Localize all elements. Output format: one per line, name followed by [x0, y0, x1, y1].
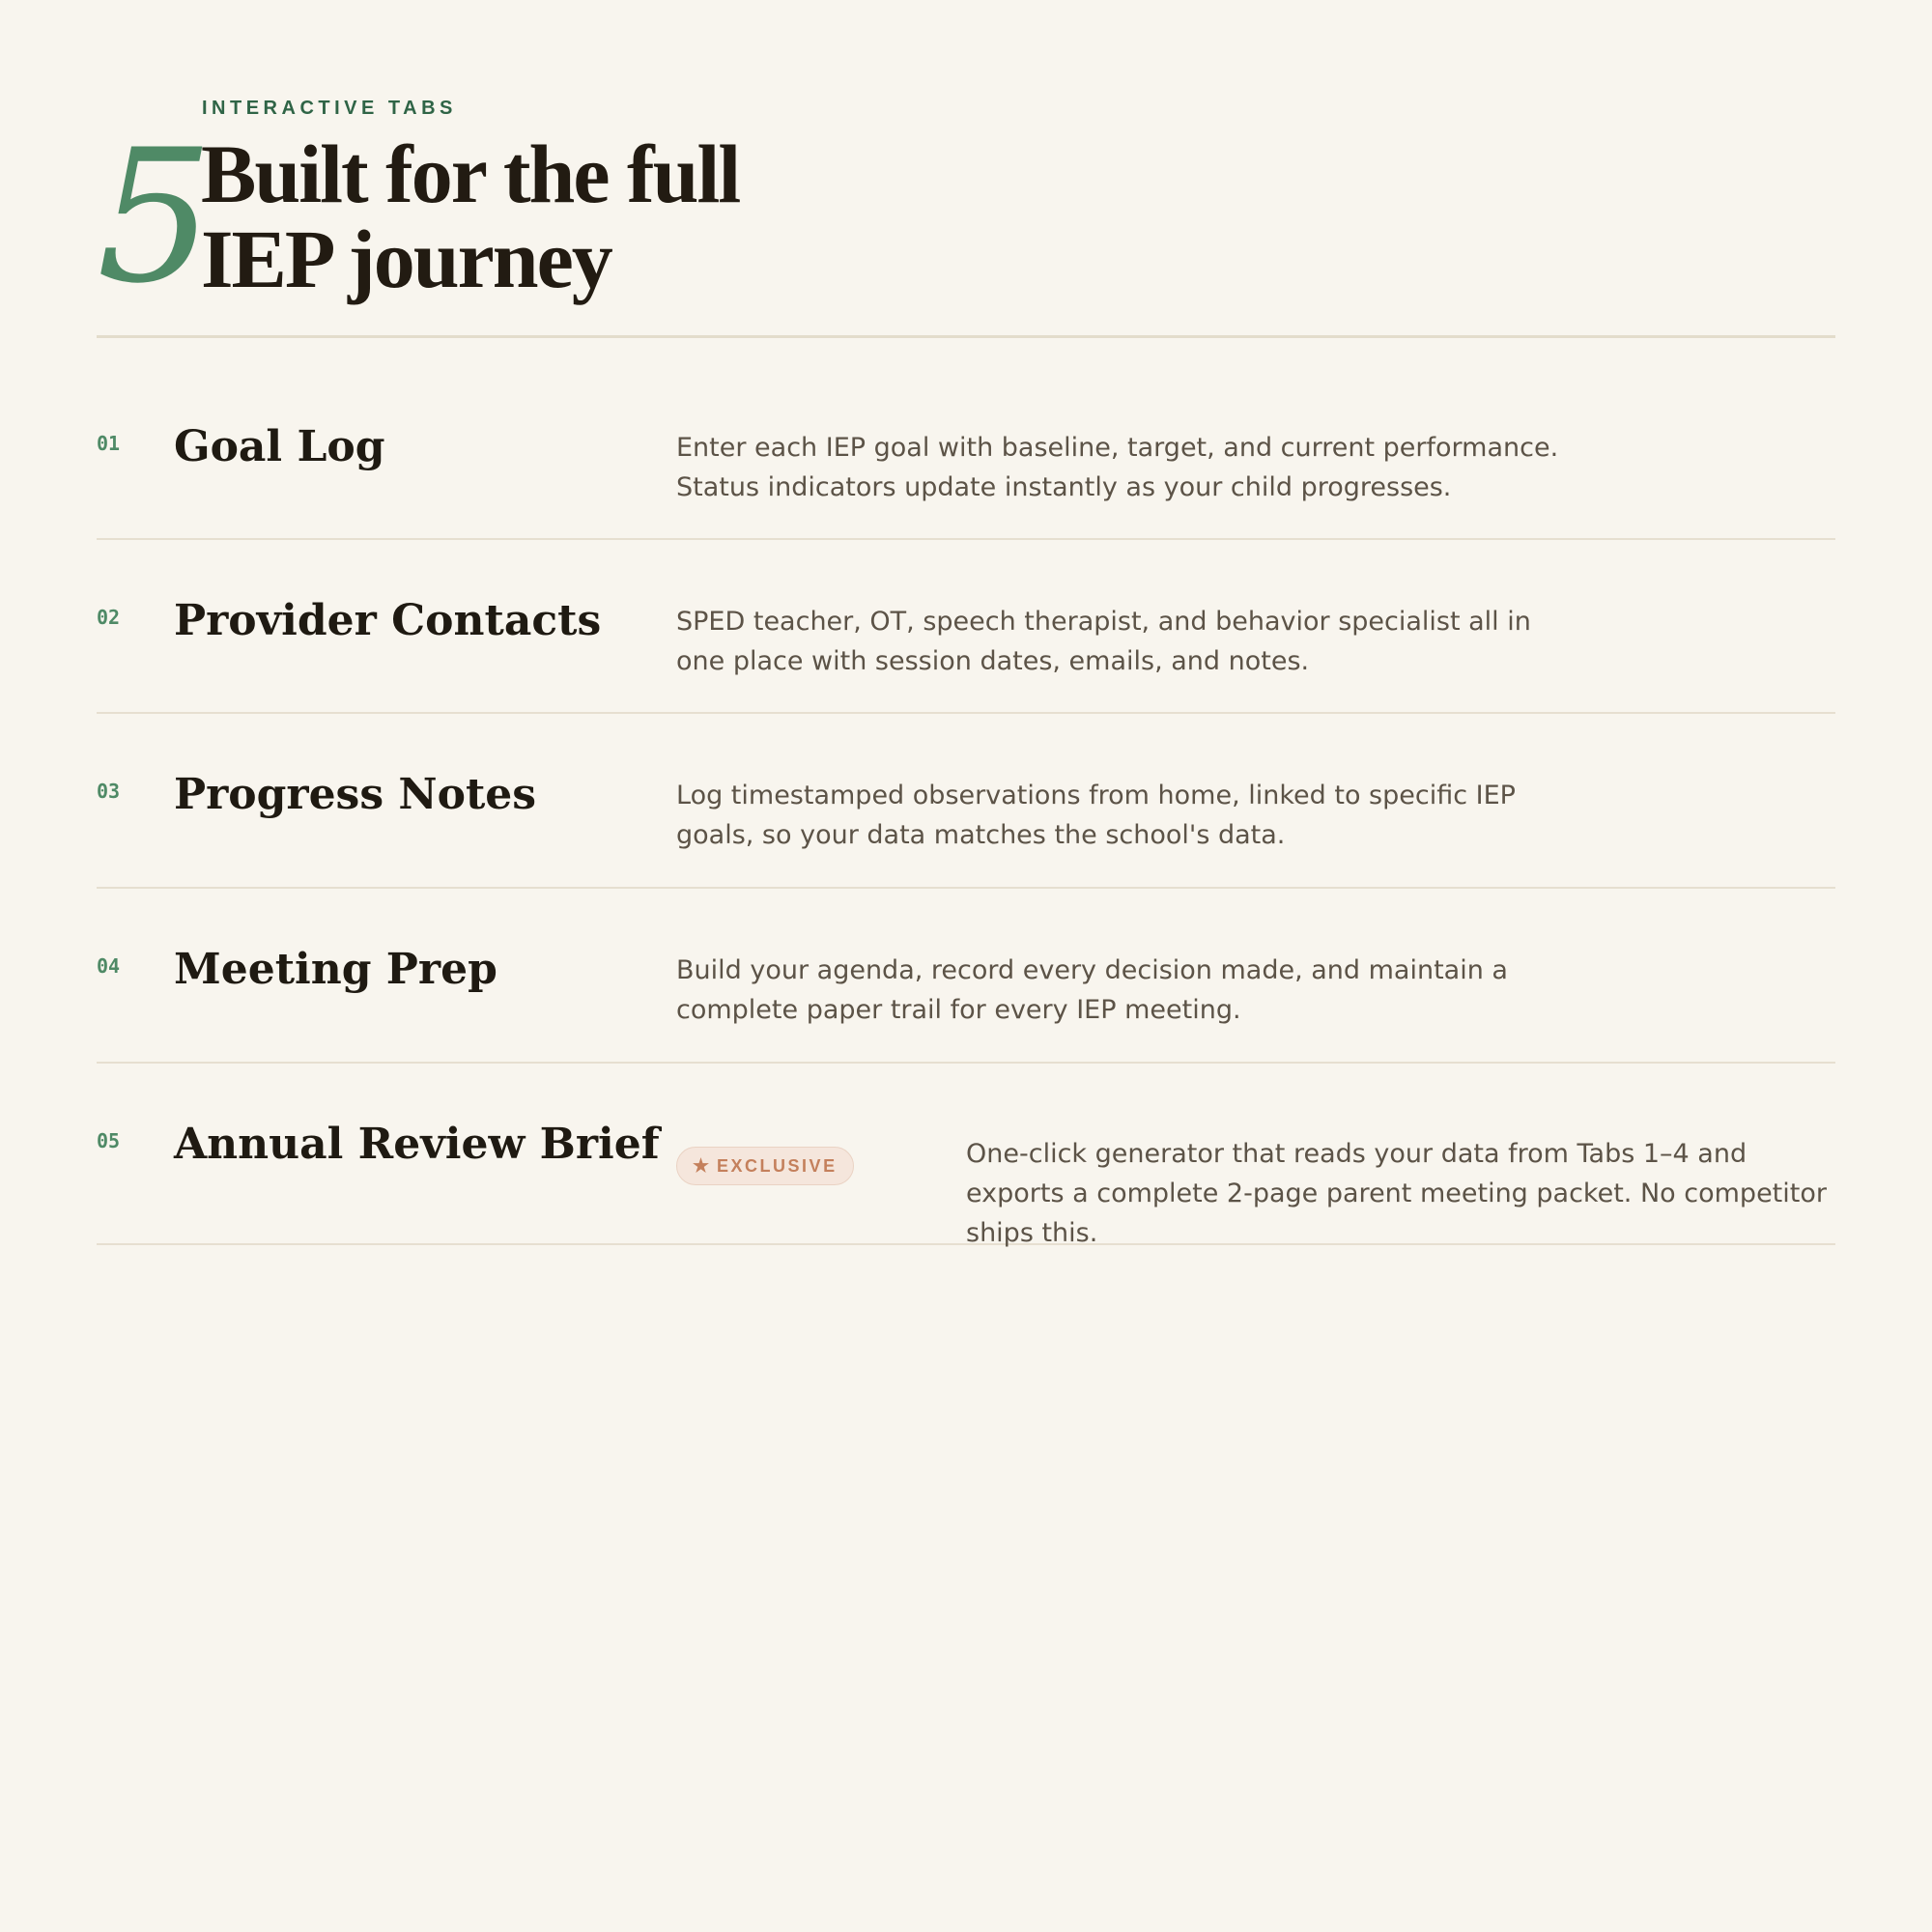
- eyebrow-label: INTERACTIVE TABS: [202, 98, 457, 119]
- feature-row-goal-log: [97, 335, 1835, 540]
- feature-row-provider-contacts: [97, 538, 1835, 714]
- feature-title: Annual Review Brief: [174, 1120, 660, 1169]
- feature-title: Provider Contacts: [174, 596, 602, 645]
- section-title: [201, 128, 740, 305]
- feature-description: Log timestamped observations from home, linked to specific IEP goals, so your data matches the school's data.: [676, 781, 1516, 850]
- section-title-line-2: IEP journey: [201, 213, 611, 305]
- feature-number: 02: [97, 606, 121, 629]
- feature-number: 05: [97, 1129, 121, 1152]
- feature-number: 03: [97, 780, 121, 803]
- feature-title: Progress Notes: [174, 770, 537, 819]
- feature-description: Build your agenda, record every decision made, and maintain a complete paper trail for every IEP meeting.: [676, 955, 1508, 1025]
- section-header: [97, 0, 1835, 338]
- big-numeral: 5: [97, 110, 213, 324]
- section-title-line-1: Built for the full: [201, 128, 740, 220]
- feature-number: 01: [97, 432, 121, 455]
- feature-number: 04: [97, 954, 121, 978]
- feature-row-annual-review-brief: [97, 1062, 1835, 1248]
- feature-title: Goal Log: [174, 422, 385, 471]
- feature-row-meeting-prep: [97, 887, 1835, 1064]
- feature-row-progress-notes: [97, 712, 1835, 889]
- feature-title: Meeting Prep: [174, 945, 497, 994]
- feature-description: One-click generator that reads your data from Tabs 1–4 and exports a complete 2-page parent meeting packet. No competitor ships this.: [966, 1139, 1827, 1248]
- feature-description: SPED teacher, OT, speech therapist, and behavior specialist all in one place with session dates, emails, and notes.: [676, 607, 1531, 676]
- feature-description: Enter each IEP goal with baseline, target, and current performance. Status indicators update instantly as your child progresses.: [676, 433, 1559, 502]
- star-icon: ★: [693, 1155, 710, 1177]
- exclusive-badge: [676, 1147, 854, 1185]
- badge-label: EXCLUSIVE: [717, 1155, 838, 1176]
